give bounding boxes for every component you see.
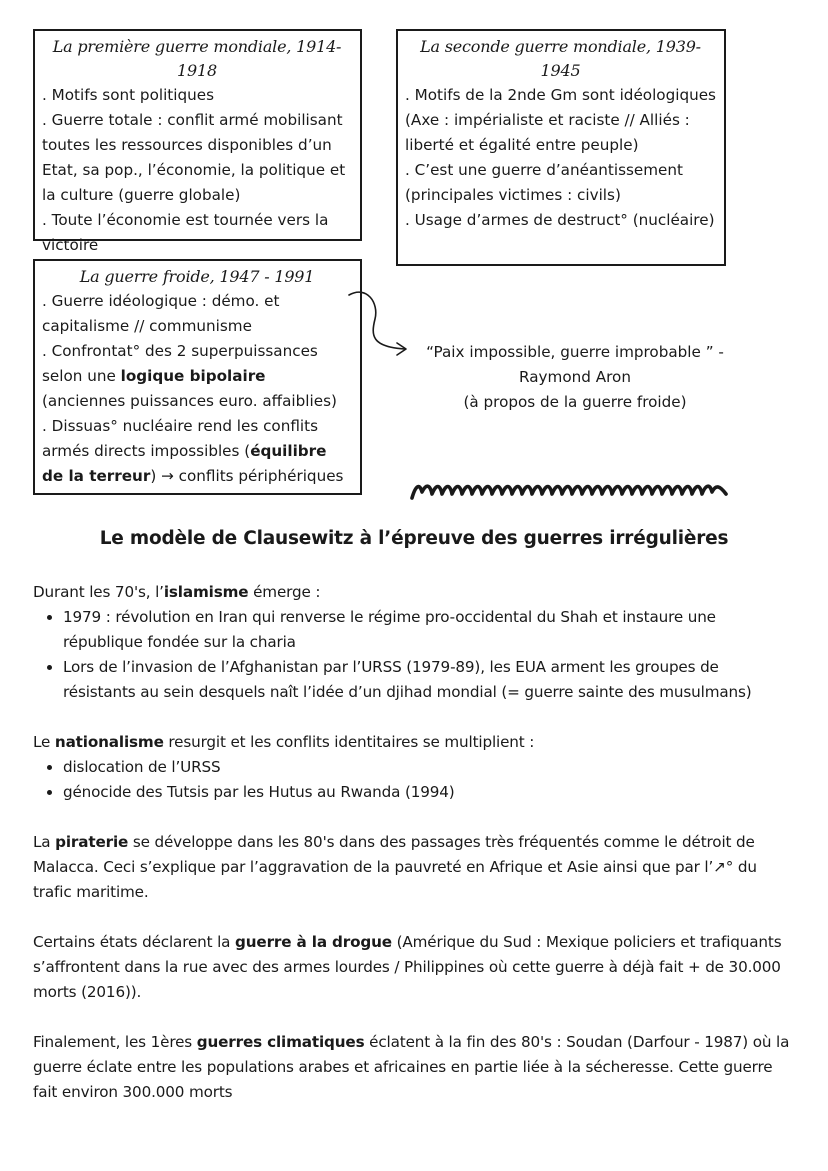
box-ww2-title: La seconde guerre mondiale, 1939-1945 (420, 37, 701, 80)
list-item: • 1979 : révolution en Iran qui renverse le régime pro-occidental du Shah et instaure une république fondée sur la charia (63, 605, 793, 655)
box-ww1-line: . Guerre totale : conflit armé mobilisant toutes les ressources disponibles d’un Etat, sa pop., l’économie, la politique et la culture (guerre globale) (42, 111, 346, 204)
box-cold-war-title: La guerre froide, 1947 - 1991 (79, 267, 315, 286)
quote-text: “Paix impossible, guerre improbable ” - (426, 343, 724, 361)
list-item: • dislocation de l’URSS (63, 755, 793, 780)
quote-block (405, 340, 745, 415)
box-ww1-title: La première guerre mondiale, 1914-1918 (52, 37, 342, 80)
box-ww2 (396, 29, 726, 266)
box-ww1 (33, 29, 362, 254)
box-ww1-line: . Toute l’économie est tournée vers la victoire (42, 211, 329, 254)
box-ww1-line: . Motifs sont politiques (42, 86, 214, 104)
islamism-paragraph: Durant les 70's, l’islamisme émerge : (33, 583, 321, 601)
box-ww2-line: . C’est une guerre d’anéantissement (principales victimes : civils) (405, 161, 683, 204)
box-cold-war (33, 259, 362, 495)
nationalism-list (33, 755, 793, 805)
list-item: • génocide des Tutsis par les Hutus au Rwanda (1994) (63, 780, 793, 805)
box-cold-war-line: . Dissuas° nucléaire rend les conflits armés directs impossibles (équilibre de la terreur) → conflits périphériques (42, 417, 344, 485)
box-ww2-line: . Motifs de la 2nde Gm sont idéologiques (Axe : impérialiste et raciste // Alliés : liberté et égalité entre peuple) (405, 86, 716, 154)
quote-author: Raymond Aron (519, 368, 631, 386)
body-content (33, 580, 793, 1105)
box-cold-war-line: . Confrontat° des 2 superpuissances selon une logique bipolaire (anciennes puissances euro. affaiblies) (42, 342, 337, 410)
climate-paragraph: Finalement, les 1ères guerres climatiques éclatent à la fin des 80's : Soudan (Darfour - 1987) où la guerre éclate entre les populations arabes et africaines en partie liée à la sécheresse. Cette guerre fait environ 300.000 morts (33, 1033, 790, 1101)
box-ww2-line: . Usage d’armes de destruct° (nucléaire) (405, 211, 715, 229)
box-cold-war-line: . Guerre idéologique : démo. et capitalisme // communisme (42, 292, 280, 335)
list-item: • Lors de l’invasion de l’Afghanistan par l’URSS (1979-89), les EUA arment les groupes de résistants au sein desquels naît l’idée d’un djihad mondial (= guerre sainte des musulmans) (63, 655, 793, 705)
nationalism-paragraph: Le nationalisme resurgit et les conflits identitaires se multiplient : (33, 733, 535, 751)
drugs-paragraph: Certains états déclarent la guerre à la drogue (Amérique du Sud : Mexique policiers et trafiquants s’affrontent dans la rue avec des armes lourdes / Philippines où cette guerre à déjà fait + de 30.000 morts (2016)). (33, 933, 782, 1001)
quote-context: (à propos de la guerre froide) (463, 393, 687, 411)
piracy-paragraph: La piraterie se développe dans les 80's dans des passages très fréquentés comme le détroit de Malacca. Ceci s’explique par l’aggravation de la pauvreté en Afrique et Asie ainsi que par l’↗° du trafic maritime. (33, 833, 757, 901)
zigzag-divider-icon (408, 476, 738, 506)
section-title: Le modèle de Clausewitz à l’épreuve des guerres irrégulières (99, 528, 729, 549)
islamism-list (33, 605, 793, 705)
